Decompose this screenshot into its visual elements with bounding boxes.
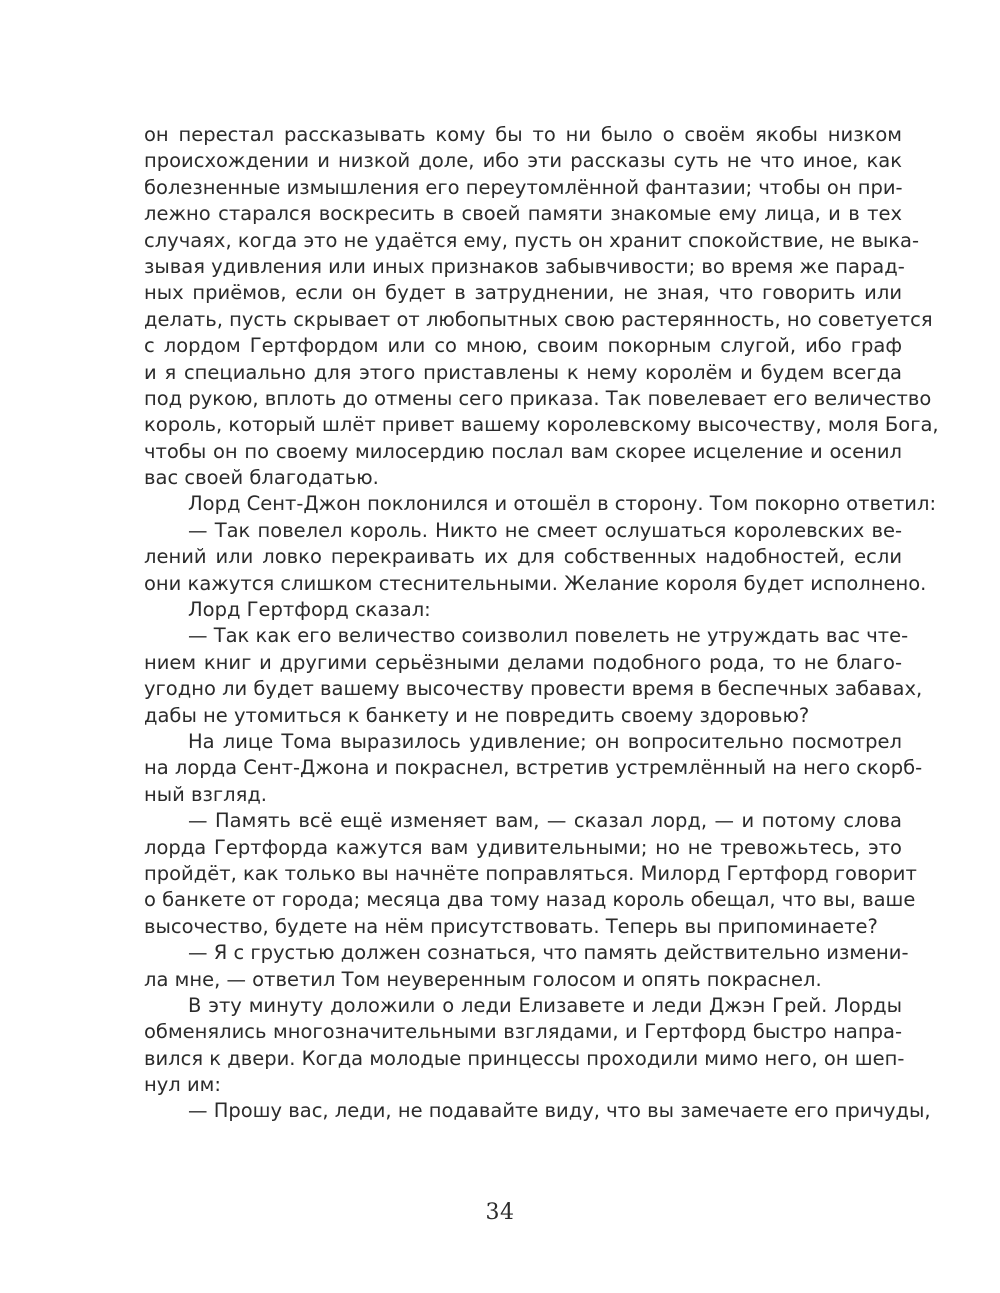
text-line: на лорда Сент-Джона и покраснел, встретив устремлённый на него скорб- [144, 756, 923, 780]
text-line: нием книг и другими серьёзными делами подобного рода, то не благо- [144, 650, 902, 674]
text-line: вился к двери. Когда молодые принцессы проходили мимо него, он шеп- [144, 1046, 905, 1070]
text-line: Лорд Гертфорд сказал: [188, 598, 431, 622]
text-line: чтобы он по своему милосердию послал вам скорее исцеление и осенил [144, 439, 902, 463]
text-line: ных приёмов, если он будет в затруднении, не зная, что говорить или [144, 281, 902, 305]
text-line: они кажутся слишком стеснительными. Желание короля будет исполнено. [144, 571, 927, 595]
text-line: и я специально для этого приставлены к нему королём и будем всегда [144, 360, 902, 384]
text-line: под рукою, вплоть до отмены сего приказа. Так повелевает его величество [144, 386, 932, 410]
text-line: болезненные измышления его переутомлённой фантазии; чтобы он при- [144, 175, 903, 199]
text-line: ла мне, — ответил Том неуверенным голосом и опять покраснел. [144, 967, 822, 991]
text-line: ный взгляд. [144, 782, 267, 806]
body-text [144, 122, 939, 1125]
text-line: лорда Гертфорда кажутся вам удивительными; но не тревожьтесь, это [144, 835, 902, 859]
text-line: На лице Тома выразилось удивление; он вопросительно посмотрел [188, 729, 902, 753]
text-line: нул им: [144, 1073, 221, 1097]
text-line: Лорд Сент-Джон поклонился и отошёл в сторону. Том покорно ответил: [188, 492, 937, 516]
text-line: угодно ли будет вашему высочеству провести время в беспечных забавах, [144, 677, 923, 701]
text-line: пройдёт, как только вы начнёте поправляться. Милорд Гертфорд говорит [144, 861, 917, 885]
text-line: — Так как его величество соизволил повелеть не утруждать вас чте- [188, 624, 909, 648]
text-line: о банкете от города; месяца два тому назад король обещал, что вы, ваше [144, 888, 916, 912]
text-line: — Я с грустью должен сознаться, что память действительно измени- [188, 941, 909, 965]
text-line: обменялись многозначительными взглядами, и Гертфорд быстро напра- [144, 1020, 902, 1044]
text-line: лежно старался воскресить в своей памяти знакомые ему лица, и в тех [144, 202, 902, 226]
text-line: В эту минуту доложили о леди Елизавете и леди Джэн Грей. Лорды [188, 993, 902, 1017]
text-line: — Память всё ещё изменяет вам, — сказал лорд, — и потому слова [188, 809, 902, 833]
text-line: зывая удивления или иных признаков забывчивости; во время же парад- [144, 254, 905, 278]
text-line: с лордом Гертфордом или со мною, своим покорным слугой, ибо граф [144, 334, 902, 358]
text-line: делать, пусть скрывает от любопытных свою растерянность, но советуется [144, 307, 933, 331]
text-line: — Прошу вас, леди, не подавайте виду, что вы замечаете его причуды, [188, 1099, 931, 1123]
text-line: вас своей благодатью. [144, 466, 379, 490]
text-line: высочество, будете на нём присутствовать. Теперь вы припоминаете? [144, 914, 878, 938]
text-line: лений или ловко перекраивать их для собственных надобностей, если [144, 545, 902, 569]
text-line: король, который шлёт привет вашему королевскому высочеству, моля Бога, [144, 413, 939, 437]
text-line: происхождении и низкой доле, ибо эти рассказы суть не что иное, как [144, 149, 902, 173]
text-line: случаях, когда это не удаётся ему, пусть он хранит спокойствие, не выка- [144, 228, 920, 252]
text-line: — Так повелел король. Никто не смеет ослушаться королевских ве- [188, 518, 902, 542]
text-line: он перестал рассказывать кому бы то ни было о своём якобы низком [144, 123, 902, 146]
page-number: 34 [485, 1200, 515, 1225]
text-line: дабы не утомиться к банкету и не повредить своему здоровью? [144, 703, 810, 727]
